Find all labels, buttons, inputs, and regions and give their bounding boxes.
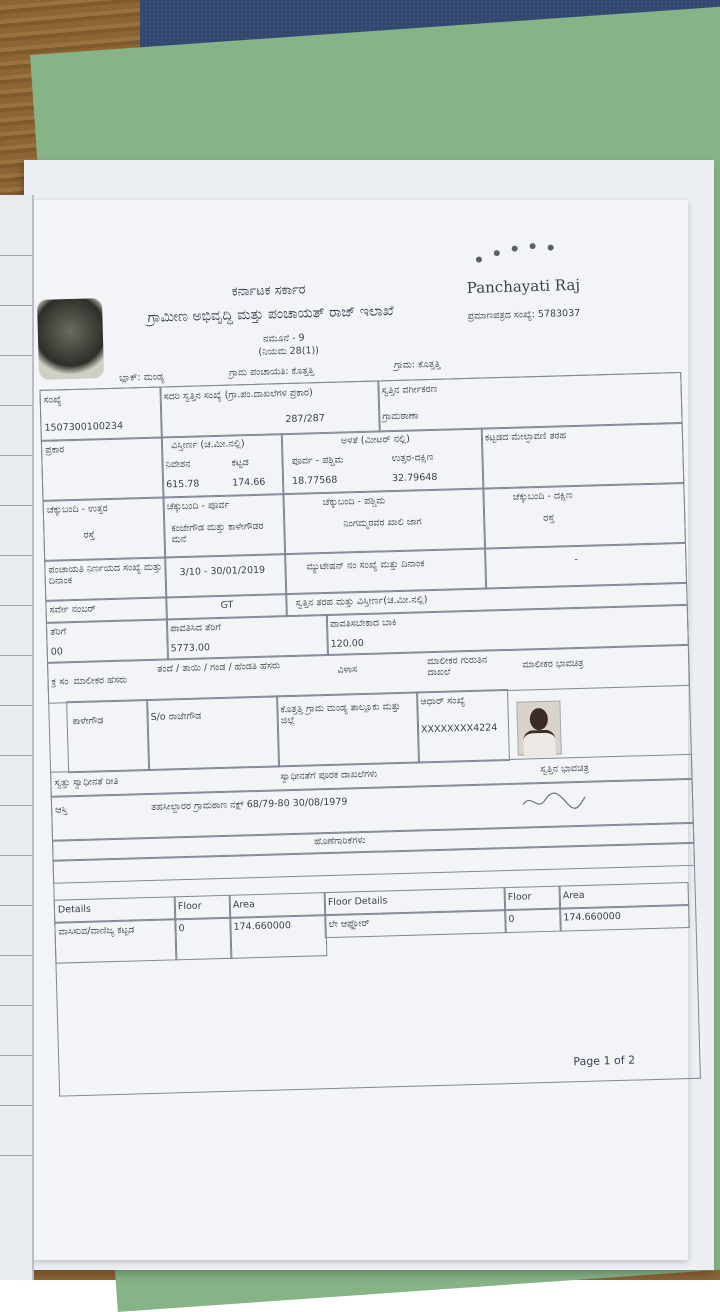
form-number: ನಮೂನೆ - 9 bbox=[262, 332, 305, 345]
cell-owner-name bbox=[66, 699, 150, 773]
label-type: ಪ್ರಕಾರ bbox=[44, 444, 65, 456]
floor-value-left: 0 bbox=[178, 923, 185, 935]
label-acquisition-docs: ಸ್ವಾಧೀನತೆಗೆ ಪೂರಕ ದಾಖಲೆಗಳು bbox=[280, 768, 378, 783]
label-ns: ಉತ್ತರ-ದಕ್ಷಿಣ bbox=[391, 451, 434, 465]
aadhaar-label: ಆಧಾರ್ ಸಂಖ್ಯೆ bbox=[420, 695, 466, 708]
label-survey: ಸರ್ವೇ ನಂಬರ್ bbox=[49, 603, 96, 616]
label-building-type: ಕಟ್ಟಡದ ಮೇಲ್ಛಾವಣಿ ತರಹ bbox=[484, 430, 567, 444]
block-name: ಬ್ಲಾಕ್: ಮಂಡ್ಯ bbox=[118, 371, 165, 384]
east-west-length: 18.77568 bbox=[291, 474, 338, 487]
label-owner-name: ಮಾಲೀಕರ ಹೆಸರು bbox=[73, 674, 128, 688]
label-boundary-north: ಚೆಕ್ಕುಬಂದಿ - ಉತ್ತರ bbox=[46, 503, 108, 516]
gram-panchayat-name: ಗ್ರಾಮ ಪಂಚಾಯತಿ: ಕೊತ್ತತ್ತಿ bbox=[228, 365, 315, 379]
label-floor-details-right: Floor Details bbox=[327, 895, 388, 909]
label-area-left: Area bbox=[232, 899, 255, 911]
aadhaar-number: XXXXXXXX4224 bbox=[420, 722, 498, 736]
property-id: 1507300100234 bbox=[44, 420, 124, 434]
building-area: 174.66 bbox=[231, 476, 266, 489]
owner-address: ಕೊತ್ತತ್ತಿ ಗ್ರಾಮ ಮಂಡ್ಯ ತಾಲ್ಲೂಕು ಮತ್ತು ಜಿಲ್ಲೆ bbox=[280, 700, 401, 727]
floor-value-right: 0 bbox=[508, 913, 515, 926]
label-floor-left: Floor bbox=[177, 900, 202, 913]
label-area: ವಿಸ್ತೀರ್ಣ (ಚ.ಮೀ.ನಲ್ಲಿ) bbox=[170, 438, 245, 452]
label-boundary-west: ಚೆಕ್ಕುಬಂದಿ - ಪಶ್ಚಿಮ bbox=[322, 495, 386, 509]
label-area-right: Area bbox=[562, 889, 585, 902]
rule-number: (ನಿಯಮ 28(1)) bbox=[258, 345, 320, 358]
label-address: ವಿಳಾಸ bbox=[337, 664, 358, 676]
resolution-value: 3/10 - 30/01/2019 bbox=[179, 564, 266, 579]
page-number: Page 1 of 2 bbox=[573, 1053, 636, 1069]
boundary-north: ರಸ್ತೆ bbox=[83, 529, 95, 541]
cell-tax bbox=[46, 618, 169, 663]
owner-photo bbox=[516, 701, 561, 756]
cell-father bbox=[146, 695, 280, 771]
floor-detail-left: ವಾಸಿಸುವ/ವಾಣಿಜ್ಯ ಕಟ್ಟಡ bbox=[58, 924, 135, 938]
logo-text: Panchayati Raj bbox=[466, 275, 581, 297]
label-owner-id: ಮಾಲೀಕರ ಗುರುತಿನ ದಾಖಲೆ bbox=[427, 654, 488, 679]
label-resolution: ಪಂಚಾಯತಿ ನಿರ್ಣಯದ ಸಂಖ್ಯೆ ಮತ್ತು ದಿನಾಂಕ bbox=[48, 561, 163, 587]
form-9-document bbox=[34, 177, 710, 1130]
label-boundary-east: ಚೆಕ್ಕುಬಂದಿ - ಪೂರ್ವ bbox=[166, 499, 230, 513]
mutation-value: - bbox=[574, 553, 578, 566]
acquisition-docs: ತಹಸೀಲ್ದಾರರ ಗ್ರಾಮಠಾಣ ನಕ್ಲ್ 68/79-80 30/08/1979 bbox=[150, 796, 348, 813]
label-sl: ಕ್ರ ಸಂ bbox=[51, 676, 69, 688]
owner-signature bbox=[519, 785, 590, 817]
certificate-number: ಪ್ರಮಾಣಪತ್ರದ ಸಂಖ್ಯೆ: 5783037 bbox=[467, 307, 581, 322]
label-classification: ಸ್ವತ್ತಿನ ವರ್ಗೀಕರಣ bbox=[381, 383, 438, 397]
boundary-west: ನಿಂಗಮ್ಮರವರ ಖಾಲಿ ಜಾಗ bbox=[343, 516, 422, 530]
boundary-east: ಕಂಜೇಗೌಡ ಮತ್ತು ಕಾಳೇಗೌಡರ ಮನೆ bbox=[171, 520, 264, 546]
label-signature: ಸ್ವತ್ತಿನ ಭಾವಚಿತ್ರ bbox=[540, 762, 590, 776]
tax-due: 120.00 bbox=[330, 637, 365, 650]
north-south-length: 32.79648 bbox=[391, 471, 438, 485]
owner-name: ಕಾಳೇಗೌಡ bbox=[72, 715, 104, 728]
label-prop-no: ಸದರಿ ಸ್ವತ್ತಿನ ಸಂಖ್ಯೆ (ಗ್ರಾ.ಪಂ.ದಾಖಲೆಗಳ ಪ್ರಕಾರ) bbox=[163, 387, 313, 403]
prop-no: 287/287 bbox=[285, 412, 325, 426]
label-owner-photo: ಮಾಲೀಕರ ಭಾವಚಿತ್ರ bbox=[522, 657, 584, 671]
label-mutation: ಮ್ಯುಟೇಷನ್ ನಂ ಸಂಖ್ಯೆ ಮತ್ತು ದಿನಾಂಕ bbox=[306, 558, 425, 573]
survey-value: GT bbox=[220, 599, 234, 611]
label-tax-paid: ಪಾವತಿಸಿದ ತೆರಿಗೆ bbox=[170, 621, 222, 635]
department-title: ಗ್ರಾಮೀಣ ಅಭಿವೃದ್ಧಿ ಮತ್ತು ಪಂಚಾಯತ್ ರಾಜ್ ಇಲಾಖೆ bbox=[147, 303, 394, 326]
panchayati-raj-logo bbox=[466, 239, 608, 313]
site-area: 615.78 bbox=[165, 478, 200, 491]
label-boundary-south: ಚೆಕ್ಕುಬಂದಿ - ದಕ್ಷಿಣ bbox=[512, 490, 573, 503]
label-liabilities: ಹೊಣೆಗಾರಿಕೆಗಳು bbox=[314, 834, 366, 848]
label-asset: ಆಸ್ತಿ bbox=[55, 804, 68, 816]
boundary-south: ರಸ್ತೆ bbox=[543, 512, 555, 524]
label-asset-type: ಸ್ವತ್ತಿನ ತರಹ ಮತ್ತು ವಿಸ್ತೀರ್ಣ(ಚ.ಮೀ.ನಲ್ಲಿ) bbox=[295, 594, 428, 609]
label-site: ನಿವೇಶನ bbox=[165, 458, 191, 471]
label-tax-due: ಪಾವತಿಸಬೇಕಾದ ಬಾಕಿ bbox=[329, 617, 397, 630]
karnataka-emblem-seal bbox=[37, 298, 104, 380]
state-govt-title: ಕರ್ನಾಟಕ ಸರ್ಕಾರ bbox=[231, 282, 306, 300]
label-building: ಕಟ್ಟಡ bbox=[231, 457, 249, 469]
label-number: ಸಂಖ್ಯೆ bbox=[43, 394, 62, 406]
label-tax: ತೆರಿಗೆ bbox=[50, 626, 67, 638]
tax-paid: 5773.00 bbox=[170, 642, 211, 655]
label-gramathana: ಗ್ರಾಮಠಾಣಾ bbox=[382, 410, 419, 423]
area-value-right: 174.660000 bbox=[563, 910, 621, 924]
label-acquisition-method: ಸ್ವತ್ತು ಸ್ವಾಧೀನತೆ ರೀತಿ bbox=[54, 775, 119, 789]
label-father: ತಂದೆ / ತಾಯಿ / ಗಂಡ / ಹೆಂಡತಿ ಹೆಸರು bbox=[157, 660, 281, 675]
label-ew: ಪೂರ್ವ - ಪಶ್ಚಿಮ bbox=[291, 454, 344, 467]
label-length: ಅಳತೆ (ಮೀಟರ್ ನಲ್ಲಿ) bbox=[340, 433, 411, 447]
floor-detail-right: ಲೇ ಆಫ್ಲೋರ್ bbox=[328, 917, 370, 931]
label-details-left: Details bbox=[57, 903, 92, 916]
tax-total: 00 bbox=[50, 646, 64, 658]
area-value-left: 174.660000 bbox=[233, 920, 292, 933]
father-name: S/o ರಾಜೇಗೌಡ bbox=[150, 710, 202, 723]
village-name: ಗ್ರಾಮ: ಕೊತ್ತತ್ತಿ bbox=[393, 358, 441, 372]
ledger-book-edge bbox=[0, 195, 34, 1280]
label-floor-right: Floor bbox=[507, 891, 532, 904]
